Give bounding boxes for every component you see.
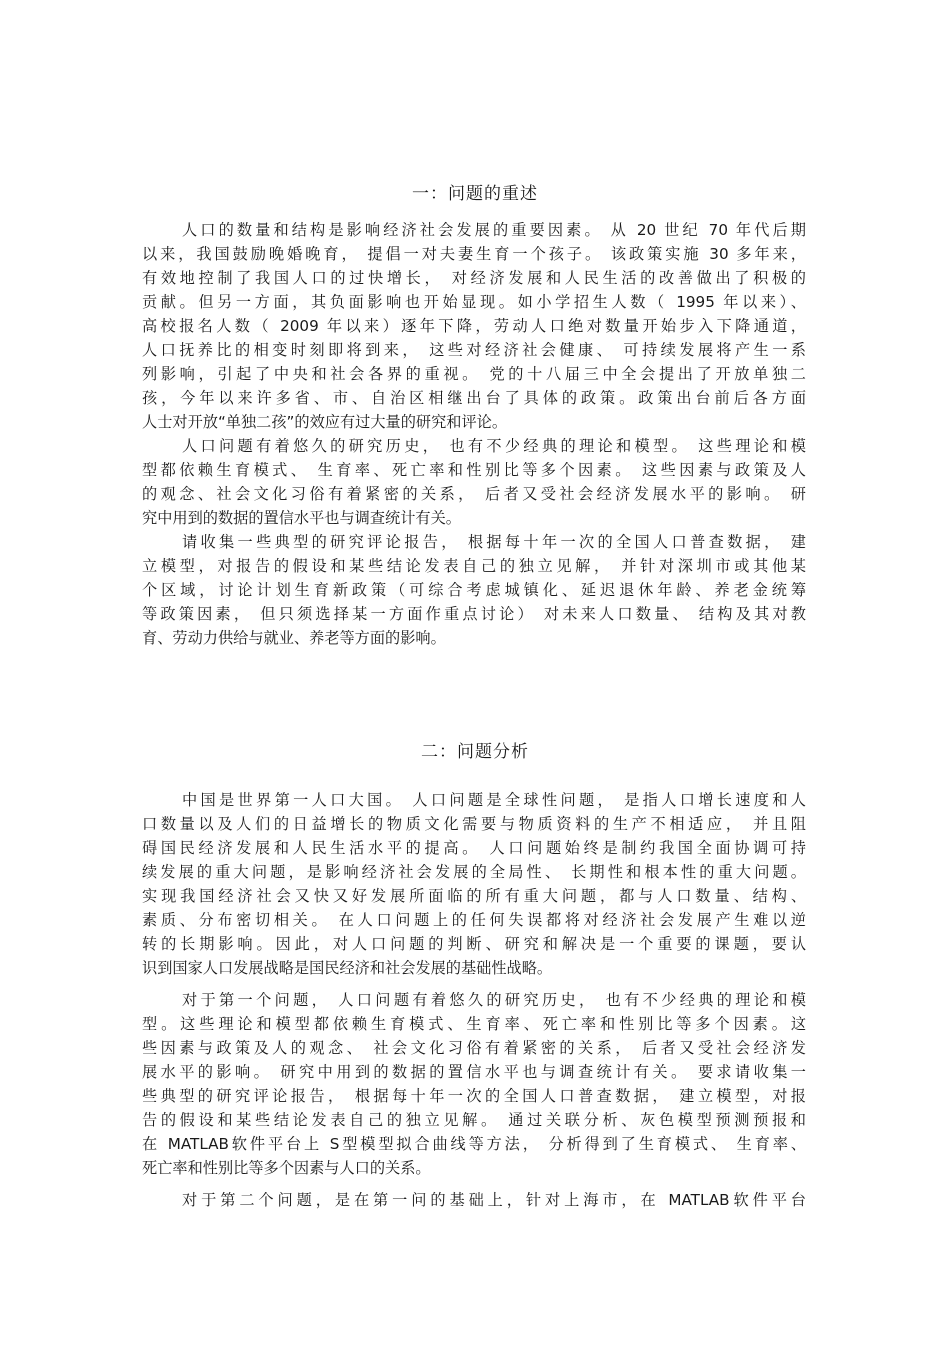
text-line: 些因素与政策及人的观念、 社会文化习俗有着紧密的关系， 后者又受社会经济发: [142, 1039, 806, 1057]
text-line: 展水平的影响。 研究中用到的数据的置信水平也与调查统计有关。 要求请收集一: [142, 1063, 806, 1081]
text-line: 贡献。但另一方面，其负面影响也开始显现。如小学招生人数（ 1995 年以来）、: [142, 293, 806, 311]
text-line: 人士对开放“单独二孩”的效应有过大量的研究和评论。: [142, 413, 508, 431]
text-line: 列影响，引起了中央和社会各界的重视。 党的十八届三中全会提出了开放单独二: [142, 365, 806, 383]
paragraph-spacer: [142, 980, 806, 988]
text-line: 转的长期影响。因此，对人口问题的判断、研究和解决是一个重要的课题，要认: [142, 935, 806, 953]
text-line: 实现我国经济社会又快又好发展所面临的所有重大问题，都与人口数量、结构、: [142, 887, 806, 905]
text-line: 碍国民经济发展和人民生活水平的提高。 人口问题始终是制约我国全面协调可持: [142, 839, 806, 857]
paragraph-question-one: [142, 988, 806, 1180]
text-line: 对于第一个问题， 人口问题有着悠久的研究历史， 也有不少经典的理论和模: [182, 991, 806, 1009]
text-line: 中国是世界第一人口大国。 人口问题是全球性问题， 是指人口增长速度和人: [182, 791, 806, 809]
text-line: 识到国家人口发展战略是国民经济和社会发展的基础性战略。: [142, 959, 553, 977]
text-line: 型都依赖生育模式、 生育率、死亡率和性别比等多个因素。 这些因素与政策及人: [142, 461, 806, 479]
text-line: 对于第二个问题，是在第一问的基础上，针对上海市，在 MATLAB软件平台: [182, 1191, 806, 1209]
text-line: 高校报名人数（ 2009 年以来）逐年下降，劳动人口绝对数量开始步入下降通道，: [142, 317, 806, 335]
section-heading-analysis: 二：问题分析: [421, 742, 529, 762]
text-line: 素质、分布密切相关。 在人口问题上的任何失误都将对经济社会发展产生难以逆: [142, 911, 806, 929]
paragraph-task: [142, 530, 806, 650]
text-line: 型。这些理论和模型都依赖生育模式、生育率、死亡率和性别比等多个因素。这: [142, 1015, 806, 1033]
paragraph-spacer: [142, 1180, 806, 1188]
text-line: 续发展的重大问题，是影响经济社会发展的全局性、 长期性和根本性的重大问题。: [142, 863, 806, 881]
text-line: 等政策因素， 但只须选择某一方面作重点讨论） 对未来人口数量、 结构及其对教: [142, 605, 806, 623]
text-line: 告的假设和某些结论发表自己的独立见解。 通过关联分析、灰色模型预测预报和: [142, 1111, 806, 1129]
text-line: 人口的数量和结构是影响经济社会发展的重要因素。 从 20 世纪 70 年代后期: [182, 221, 806, 239]
text-line: 死亡率和性别比等多个因素与人口的关系。: [142, 1159, 431, 1177]
text-line: 的观念、社会文化习俗有着紧密的关系， 后者又受社会经济发展水平的影响。 研: [142, 485, 806, 503]
section-analysis-body: [142, 788, 806, 1212]
section-restatement-body: [142, 218, 806, 650]
text-line: 人口问题有着悠久的研究历史， 也有不少经典的理论和模型。 这些理论和模: [182, 437, 806, 455]
text-line: 有效地控制了我国人口的过快增长， 对经济发展和人民生活的改善做出了积极的: [142, 269, 806, 287]
paragraph-overview: [142, 788, 806, 980]
section-heading-restatement: 一：问题的重述: [412, 184, 538, 204]
text-line: 孩，今年以来许多省、市、自治区相继出台了具体的政策。政策出台前后各方面: [142, 389, 806, 407]
text-line: 个区域，讨论计划生育新政策（可综合考虑城镇化、延迟退休年龄、养老金统筹: [142, 581, 806, 599]
text-line: 些典型的研究评论报告， 根据每十年一次的全国人口普查数据， 建立模型，对报: [142, 1087, 806, 1105]
text-line: 请收集一些典型的研究评论报告， 根据每十年一次的全国人口普查数据， 建: [182, 533, 806, 551]
text-line: 口数量以及人们的日益增长的物质文化需要与物质资料的生产不相适应， 并且阻: [142, 815, 806, 833]
paragraph-background: [142, 218, 806, 434]
text-line: 人口抚养比的相变时刻即将到来， 这些对经济社会健康、 可持续发展将产生一系: [142, 341, 806, 359]
paragraph-question-two: [142, 1188, 806, 1212]
text-line: 究中用到的数据的置信水平也与调查统计有关。: [142, 509, 461, 527]
text-line: 以来，我国鼓励晚婚晚育， 提倡一对夫妻生育一个孩子。 该政策实施 30 多年来，: [142, 245, 806, 263]
text-line: 育、劳动力供给与就业、养老等方面的影响。: [142, 629, 446, 647]
text-line: 立模型，对报告的假设和某些结论发表自己的独立见解， 并针对深圳市或其他某: [142, 557, 806, 575]
paragraph-research-history: [142, 434, 806, 530]
text-line: 在 MATLAB软件平台上 S型模型拟合曲线等方法， 分析得到了生育模式、 生育率、: [142, 1135, 806, 1153]
